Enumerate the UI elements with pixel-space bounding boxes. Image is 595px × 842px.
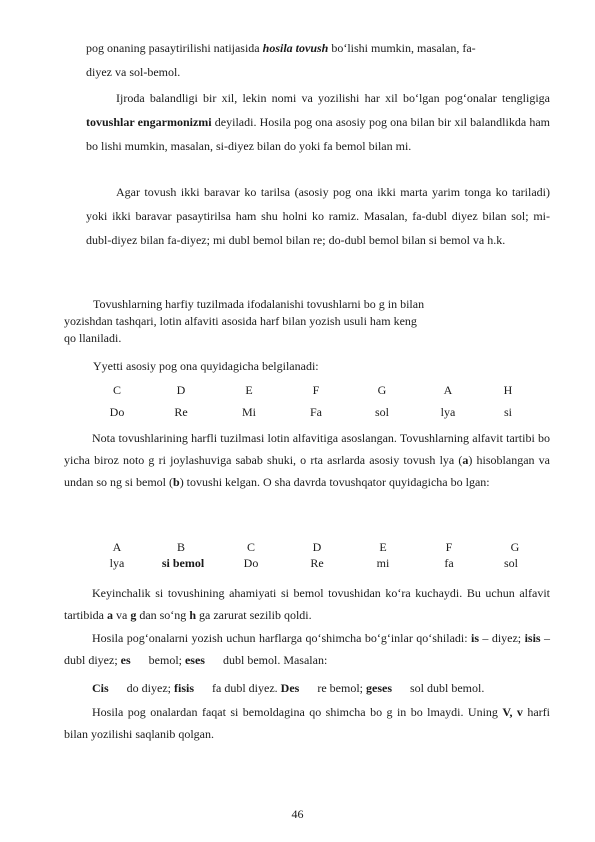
text-span: Keyinchalik si tovushining ahamiyati si bemol tovushidan ko‘ra kuchaydi. Bu uchun alfavit tartibida xyxy=(64,586,550,622)
table2-names-row xyxy=(64,554,550,572)
text-span: Nota tovushlarining harfli tuzilmasi lotin alfavitiga asoslangan. Tovushlarning alfavit tartibi bo yicha biroz noto g ri joylashuviga sabab shuki, o rta asrlarda asosiy tovush lya ( xyxy=(64,431,550,467)
text-span: Hosila pog onalardan faqat si bemoldagina qo shimcha bo g in bo lmaydi. Uning xyxy=(92,705,503,719)
paragraph-misollar xyxy=(64,677,550,699)
text-span: – dubl diyez; xyxy=(64,631,550,667)
table2-name: mi xyxy=(376,556,390,570)
text-span: ) tovushi kelgan. O sha davrda tovushqator quyidagicha bo lgan: xyxy=(179,475,490,489)
text-span: bo‘lishi mumkin, masalan, fa- xyxy=(328,41,476,55)
text-span: dubl bemol. Masalan: xyxy=(204,653,328,667)
table1-name: Re xyxy=(174,405,188,419)
table1-names-row xyxy=(64,403,550,421)
example-fisis: fisis xyxy=(174,681,195,695)
table1-letter: G xyxy=(377,383,387,397)
text-span: sol dubl bemol. xyxy=(392,681,485,695)
table2-letter: G xyxy=(510,540,520,554)
paragraph-keyinchalik xyxy=(64,582,550,626)
text-span: re bemol; xyxy=(299,681,366,695)
suffix-es: es xyxy=(120,653,131,667)
paragraph-yetti-asosiy: Yyetti asosiy pog ona quyidagicha belgilanadi: xyxy=(93,359,319,373)
letter-v: V, v xyxy=(502,705,523,719)
text-span: ) hisoblangan va undan so ng si bemol ( xyxy=(64,453,551,489)
text-span: Hosila pog‘onalarni yozish uchun harflarga qo‘shimcha bo‘g‘inlar qo‘shiladi: xyxy=(92,631,471,645)
paragraph-nota-tovushlari xyxy=(64,427,550,493)
suffix-is: is xyxy=(470,631,479,645)
text-span: dan so‘ng xyxy=(136,608,190,622)
table1-letter: D xyxy=(176,383,186,397)
text-span: do diyez; xyxy=(108,681,174,695)
table2-letter: D xyxy=(312,540,322,554)
paragraph-harfiy-line-1: Tovushlarning harfiy tuzilmada ifodalanishi tovushlarni bo g in bilan xyxy=(93,297,425,311)
table1-name: Do xyxy=(109,405,125,419)
paragraph-harfiy-line-2: yozishdan tashqari, lotin alfaviti asosida harf bilan yozish usuli ham keng xyxy=(64,314,417,328)
table2-name-bold: si bemol xyxy=(161,556,205,570)
paragraph-qoshimcha-boginlar xyxy=(64,627,550,671)
table1-name: Mi xyxy=(241,405,256,419)
paragraph-si-bemol xyxy=(64,701,550,745)
suffix-eses: eses xyxy=(184,653,205,667)
page-number: 46 xyxy=(291,807,304,821)
text-span: Ijroda balandligi bir xil, lekin nomi va yozilishi har xil bo‘lgan pog‘onalar tengligiga xyxy=(116,91,550,105)
term-hosila-tovush: hosila tovush xyxy=(262,41,329,55)
letter-b: b xyxy=(173,475,180,489)
table2-name: fa xyxy=(444,556,454,570)
table2-name: sol xyxy=(503,556,518,570)
paragraph-harfiy-line-3: qo llaniladi. xyxy=(64,331,122,345)
table2-letter: B xyxy=(176,540,185,554)
text-span: Agar tovush ikki baravar ko tarilsa (asosiy pog ona ikki marta yarim tonga ko tariladi) yoki ikki baravar pasaytirilsa ham shu holni ko ramiz. Masalan, fa-dubl diyez bilan sol; mi-dubl-diyez bilan fa-diyez; mi dubl bemol bilan re; do-dubl bemol bilan si bemol va h.k. xyxy=(86,185,550,247)
example-cis: Cis xyxy=(92,681,109,695)
text-span: fa dubl diyez. xyxy=(194,681,281,695)
letter-g: g xyxy=(130,608,137,622)
table2-name: Re xyxy=(310,556,324,570)
letter-a: a xyxy=(106,608,113,622)
letter-a: a xyxy=(462,453,469,467)
text-span: bemol; xyxy=(130,653,185,667)
table1-name: lya xyxy=(440,405,456,419)
example-des: Des xyxy=(280,681,300,695)
table2-letter: F xyxy=(445,540,453,554)
table2-letter: C xyxy=(246,540,255,554)
table1-letter: H xyxy=(503,383,513,397)
text-span: ga zarurat sezilib qoldi. xyxy=(196,608,312,622)
table1-name: sol xyxy=(374,405,389,419)
table2-letter: E xyxy=(379,540,387,554)
term-engarmonizm: tovushlar engarmonizmi xyxy=(86,115,212,129)
table1-letter: A xyxy=(443,383,453,397)
table1-letter: F xyxy=(312,383,320,397)
letter-h: h xyxy=(189,608,196,622)
paragraph-ikki-baravar xyxy=(86,180,550,252)
table2-name: Do xyxy=(243,556,259,570)
suffix-isis: isis xyxy=(524,631,541,645)
table1-letter: C xyxy=(112,383,121,397)
text-span: – diyez; xyxy=(479,631,525,645)
paragraph-hosila-tovush xyxy=(86,36,550,84)
table1-letters-row xyxy=(64,381,550,399)
text-span: diyez va sol-bemol. xyxy=(86,65,181,79)
paragraph-engarmonizm xyxy=(86,86,550,158)
text-span: pog onaning pasaytirilishi natijasida xyxy=(86,41,263,55)
text-span: va xyxy=(112,608,131,622)
text-span: harfi bilan yozilishi saqlanib qolgan. xyxy=(64,705,550,741)
example-geses: geses xyxy=(366,681,392,695)
table1-name: Fa xyxy=(310,405,322,419)
text-span: deyiladi. Hosila pog ona asosiy pog ona bilan bir xil balandlikda ham bo lishi mumkin, masalan, si-diyez bilan do yoki fa bemol bilan mi. xyxy=(86,115,550,153)
table1-name: si xyxy=(503,405,512,419)
table2-name: lya xyxy=(109,556,125,570)
table2-letter: A xyxy=(112,540,122,554)
table1-letter: E xyxy=(245,383,253,397)
